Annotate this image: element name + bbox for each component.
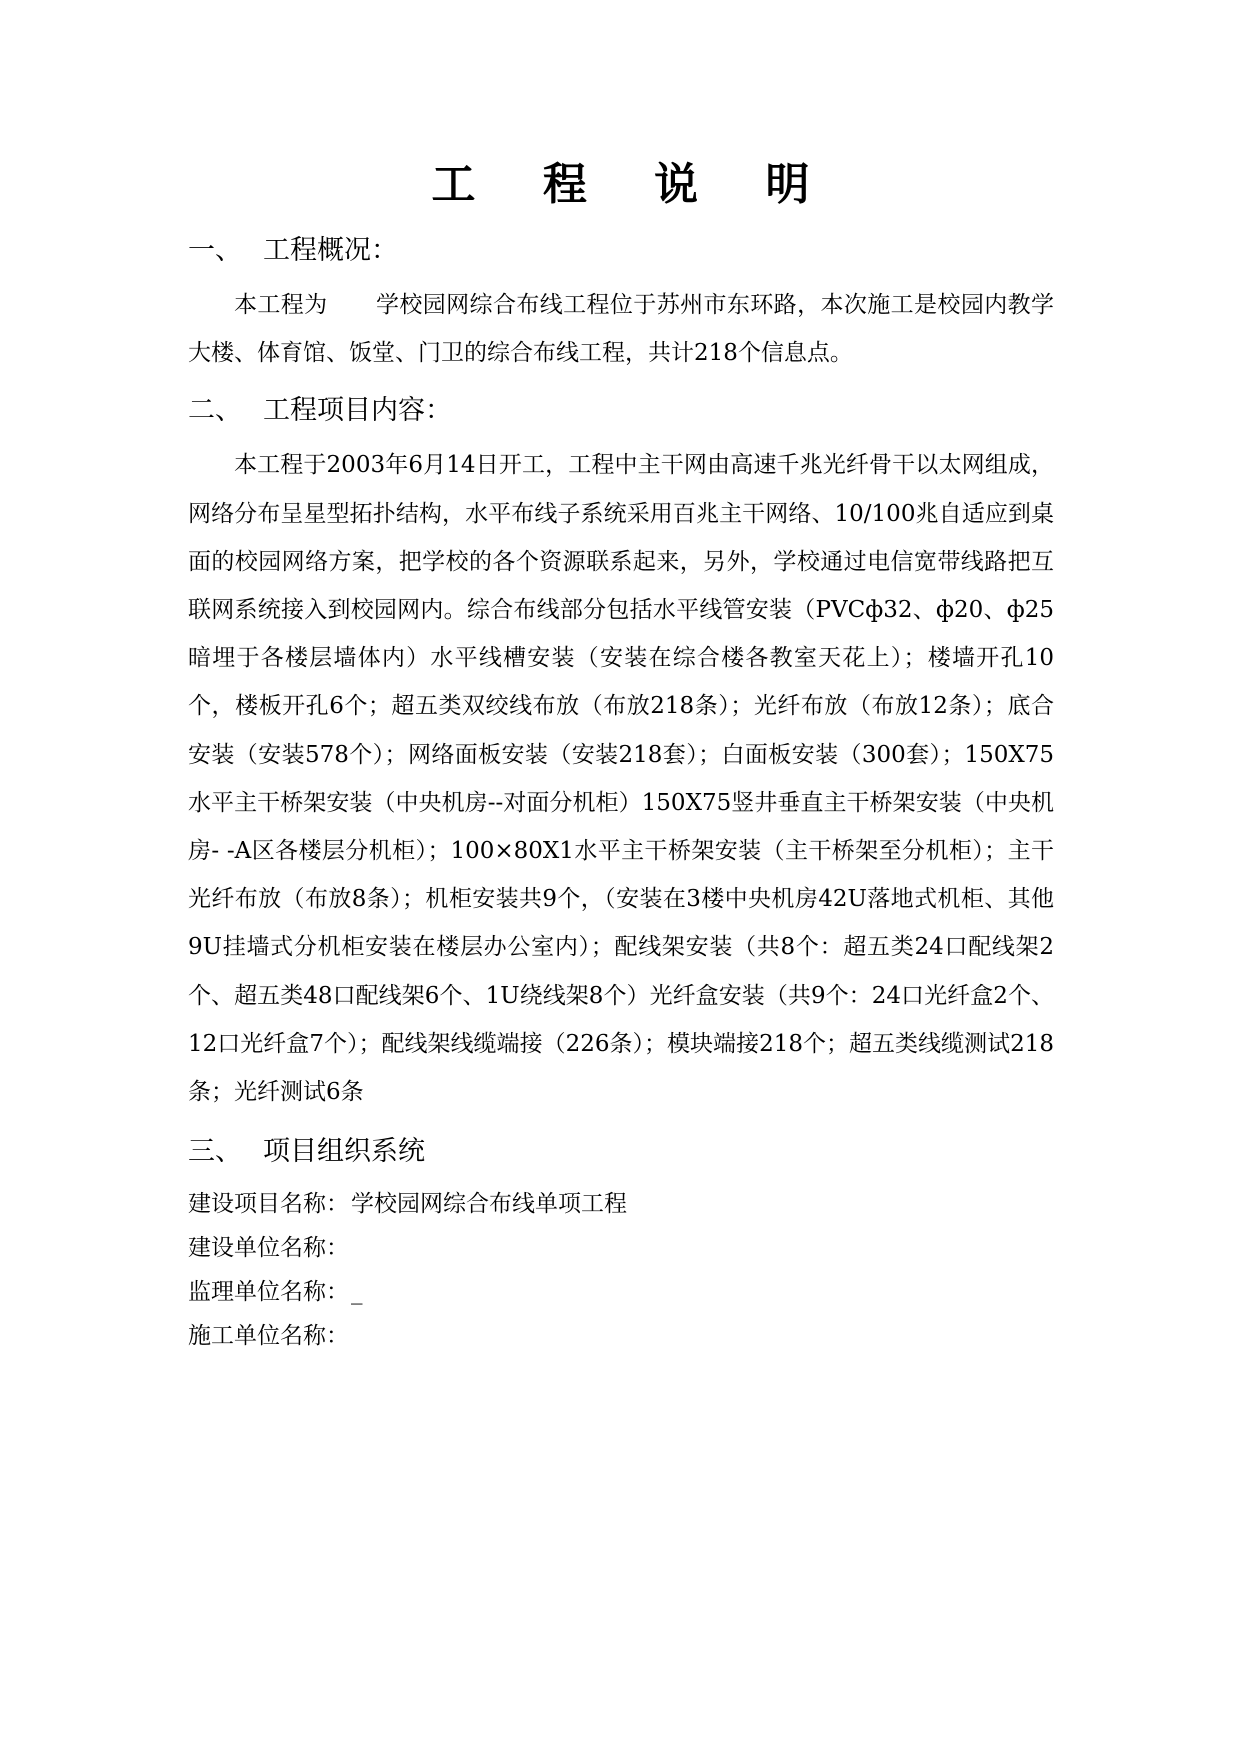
document-body <box>188 225 1054 1358</box>
section-heading-overview <box>188 225 1054 277</box>
section-number: 二、 <box>188 395 242 427</box>
section-number: 一、 <box>188 235 242 266</box>
info-label: 建设单位名称： <box>188 1235 349 1262</box>
info-value: _ <box>351 1279 363 1306</box>
info-label: 施工单位名称： <box>188 1323 349 1350</box>
paragraph-text-start: 本工程为 <box>234 292 328 318</box>
project-info-list <box>188 1182 1054 1358</box>
document-title: 工 程 说 明 <box>431 159 836 210</box>
section-heading-content <box>188 385 1054 437</box>
info-row-owner <box>188 1226 1054 1270</box>
section-title: 项目组织系统 <box>263 1136 425 1168</box>
info-row-supervisor <box>188 1270 1054 1314</box>
section-title: 工程概况： <box>263 235 398 266</box>
info-label: 建设项目名称： <box>188 1191 349 1218</box>
section-title: 工程项目内容： <box>263 395 452 427</box>
content-paragraph: 本工程于2003年6月14日开工，工程中主干网由高速千兆光纤骨干以太网组成，网络分布呈星型拓扑结构，水平布线子系统采用百兆主干网络、10/100兆自适应到桌面的校园网络方案，把学校的各个资源联系起来，另外，学校通过电信宽带线路把互联网系统接入到校园网内。综合布线部分包括水平线管安装（PVCф32、ф20、ф25暗埋于各楼层墙体内）水平线槽安装（安装在综合楼各教室天花上）；楼墙开孔10个，楼板开孔6个；超五类双绞线布放（布放218条）；光纤布放（布放12条）；底合安装（安装578个）；网络面板安装（安装218套）；白面板安装（300套）；150X75水平主干桥架安装（中央机房--对面分机柜）150X75竖井垂直主干桥架安装（中央机房- -A区各楼层分机柜）；100×80X1水平主干桥架安装（主干桥架至分机柜）；主干光纤布放（布放8条）；机柜安装共9个，（安装在3楼中央机房42U落地式机柜、其他9U挂墙式分机柜安装在楼层办公室内）；配线架安装（共8个：超五类24口配线架2个、超五类48口配线架6个、1U绕线架8个）光纤盒安装（共9个：24口光纤盒2个、12口光纤盒7个）；配线架线缆端接（226条）；模块端接218个；超五类线缆测试218条；光纤测试6条 <box>188 452 1054 1106</box>
overview-paragraph <box>188 281 1054 377</box>
paragraph-text-rest: 学校园网综合布线工程位于苏州市东环路，本次施工是校园内教学大楼、体育馆、饭堂、门卫的综合布线工程，共计218个信息点。 <box>188 292 1055 367</box>
section-heading-organization <box>188 1126 1054 1178</box>
info-label: 监理单位名称： <box>188 1279 349 1306</box>
info-row-project-name <box>188 1182 1054 1226</box>
info-value: 学校园网综合布线单项工程 <box>351 1191 627 1218</box>
info-row-contractor <box>188 1314 1054 1358</box>
section-number: 三、 <box>188 1136 242 1168</box>
